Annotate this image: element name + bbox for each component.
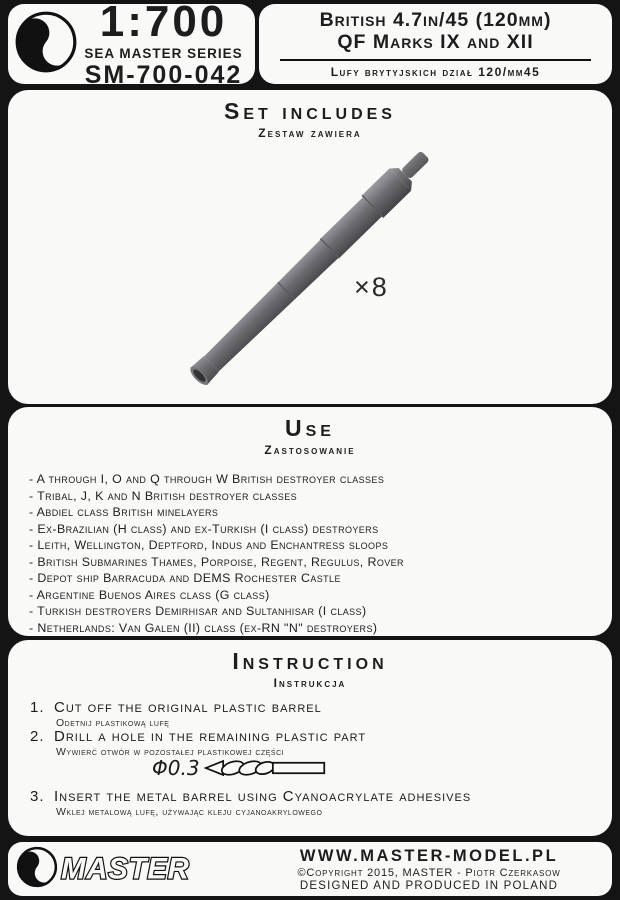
step-text-pl: Wklej metalową lufę, używając kleju cyjanoakrylowego bbox=[56, 806, 323, 818]
use-item: - Ex-Brazilian (H class) and ex-Turkish (I class) destroyers bbox=[29, 521, 379, 536]
quantity-label: ×8 bbox=[354, 272, 389, 302]
header-brand-box bbox=[8, 0, 255, 89]
instruction-title: Instruction bbox=[232, 648, 388, 674]
header-divider bbox=[280, 59, 591, 61]
product-title-line2: QF Marks IX and XII bbox=[337, 31, 534, 54]
use-item: - Leith, Wellington, Deptford, Indus and Enchantress sloops bbox=[29, 538, 389, 552]
drill-diagram bbox=[152, 756, 326, 780]
use-item: - Argentine Buenos Aires class (G class) bbox=[29, 587, 270, 602]
step-text-en: Drill a hole in the remaining plastic part bbox=[54, 728, 367, 745]
instruction-panel bbox=[8, 640, 612, 836]
step-text-pl: Odetnij plastikową lufę bbox=[56, 717, 170, 729]
use-list bbox=[8, 471, 612, 636]
use-panel bbox=[8, 407, 612, 636]
product-code: SM-700-042 bbox=[84, 60, 243, 89]
svg-text:MASTER: MASTER bbox=[61, 852, 190, 886]
step-number: 2. bbox=[30, 728, 45, 745]
header-title-box bbox=[259, 4, 612, 84]
footer-brand-bar bbox=[8, 842, 612, 896]
master-spiral-logo-icon bbox=[14, 10, 78, 79]
step-number: 3. bbox=[30, 788, 45, 805]
master-spiral-logo-icon bbox=[16, 846, 58, 893]
drill-diameter-label: Φ0.3 bbox=[152, 756, 200, 780]
instruction-step-1 bbox=[30, 699, 322, 729]
use-item: - Tribal, J, K and N British destroyer classes bbox=[29, 488, 298, 503]
metal-barrel-render bbox=[8, 90, 612, 404]
use-item: - Turkish destroyers Demirhisar and Sultanhisar (I class) bbox=[29, 604, 367, 618]
use-item: - Depot ship Barracuda and DEMS Rochester Castle bbox=[29, 571, 341, 585]
series-label: SEA MASTER SERIES bbox=[84, 46, 243, 62]
use-item: - Abdiel class British minelayers bbox=[29, 505, 219, 519]
use-item: - A through I, O and Q through W British destroyer classes bbox=[29, 472, 385, 486]
instruction-step-2 bbox=[30, 728, 366, 758]
product-subtitle-polish: Lufy brytyjskich dział 120/mm45 bbox=[330, 64, 541, 79]
use-item: - Netherlands: Van Galen (II) class (ex-RN "N" destroyers) bbox=[29, 620, 378, 635]
instruction-step-3 bbox=[30, 788, 471, 818]
use-item: - British Submarines Thames, Porpoise, Regent, Regulus, Rover bbox=[29, 554, 404, 569]
website-url: WWW.MASTER-MODEL.PL bbox=[299, 846, 559, 865]
scale-label: 1:700 bbox=[99, 0, 228, 47]
step-text-pl: Wywierć otwór w pozostałej plastikowej części bbox=[56, 746, 285, 758]
step-text-en: Cut off the original plastic barrel bbox=[54, 699, 322, 716]
origin-text: DESIGNED AND PRODUCED IN POLAND bbox=[299, 880, 559, 893]
use-subtitle-polish: Zastosowanie bbox=[264, 443, 356, 457]
instruction-subtitle-polish: Instrukcja bbox=[273, 676, 347, 690]
set-includes-subtitle-polish: Zestaw zawiera bbox=[258, 126, 362, 140]
copyright-text: ©Copyright 2015, MASTER - Piotr Czerkasow bbox=[297, 866, 561, 879]
set-includes-title: Set includes bbox=[224, 98, 396, 124]
step-number: 1. bbox=[30, 699, 45, 716]
master-wordmark bbox=[58, 847, 256, 891]
use-title: Use bbox=[285, 415, 335, 441]
product-title-line1: British 4.7in/45 (120mm) bbox=[319, 9, 552, 31]
drill-bit-icon bbox=[204, 756, 326, 780]
set-includes-panel bbox=[8, 90, 612, 404]
step-text-en: Insert the metal barrel using Cyanoacrylate adhesives bbox=[54, 788, 472, 805]
